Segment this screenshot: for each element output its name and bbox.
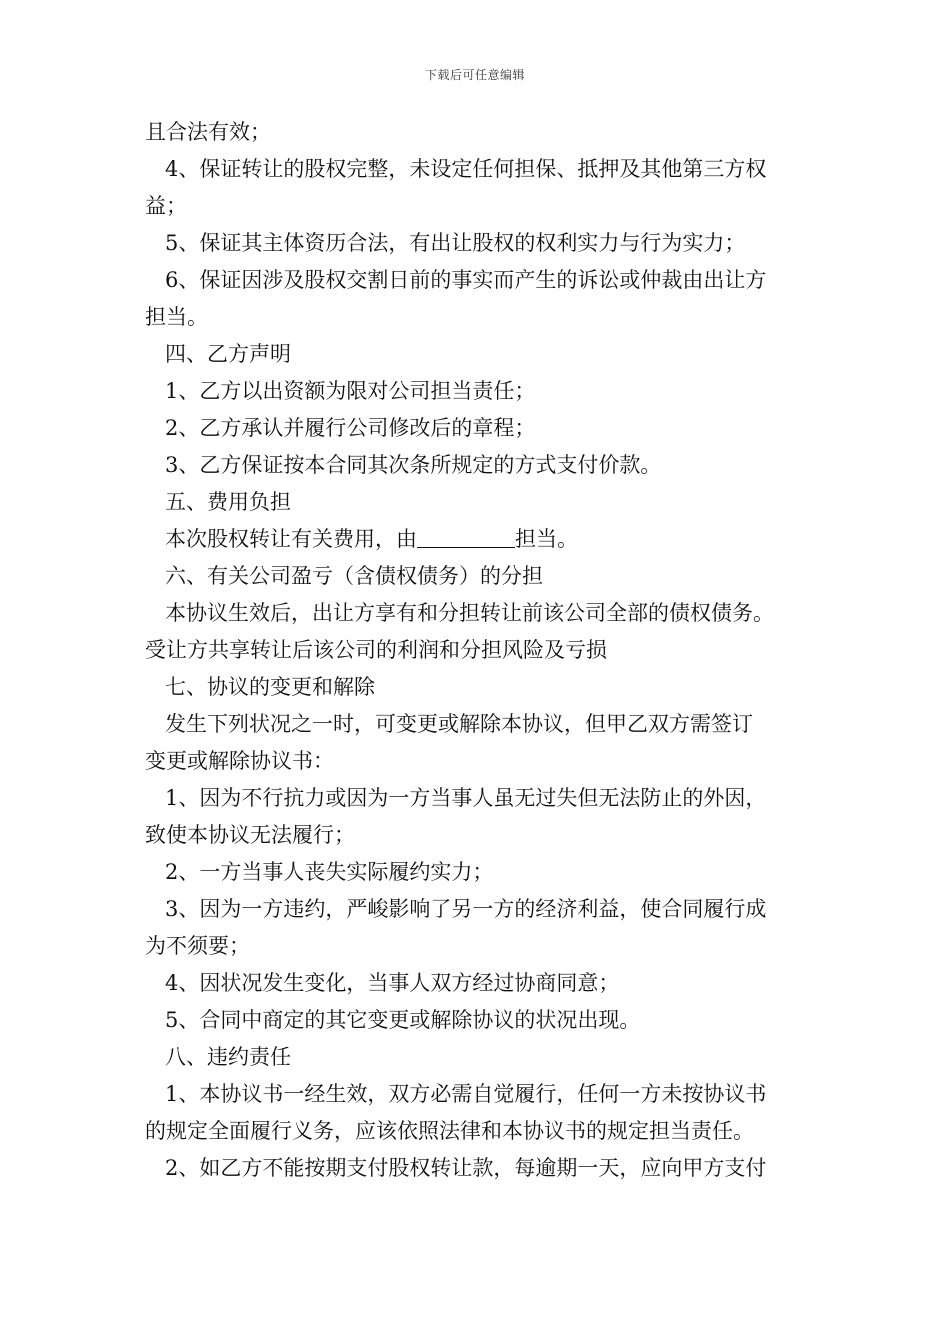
section-heading: 四、乙方声明 [165,342,291,366]
paragraph-line: 益； [145,194,187,218]
paragraph-line: 1、本协议书一经生效，双方必需自觉履行，任何一方未按协议书 [165,1082,767,1106]
paragraph-line: 3、因为一方违约，严峻影响了另一方的经济利益，使合同履行成 [165,897,767,921]
paragraph-line: 的规定全面履行义务，应该依照法律和本协议书的规定担当责任。 [145,1119,754,1143]
paragraph-line [145,521,835,558]
paragraph-line: 2、乙方承认并履行公司修改后的章程； [165,416,536,440]
paragraph-line: 3、乙方保证按本合同其次条所规定的方式支付价款。 [165,453,662,477]
document-body [145,114,835,1187]
section-heading: 八、违约责任 [165,1045,291,1069]
paragraph-line: 5、保证其主体资历合法，有出让股权的权利实力与行为实力； [165,231,746,255]
paragraph-line: 受让方共享转让后该公司的利润和分担风险及亏损 [145,638,607,662]
paragraph-line: 1、因为不行抗力或因为一方当事人虽无过失但无法防止的外因， [165,786,767,810]
paragraph-line: 发生下列状况之一时，可变更或解除本协议，但甲乙双方需签订 [165,712,753,736]
paragraph-line: 本协议生效后，出让方享有和分担转让前该公司全部的债权债务。 [165,601,774,625]
paragraph-line: 4、因状况发生变化，当事人双方经过协商同意； [165,971,620,995]
paragraph-line: 担当。 [145,305,208,329]
fee-clause-text: 本次股权转让有关费用，由 [165,527,417,551]
fee-clause-tail: 担当。 [515,527,578,551]
page-header: 下载后可任意编辑 [424,68,525,82]
paragraph-line: 1、乙方以出资额为限对公司担当责任； [165,379,536,403]
paragraph-line: 4、保证转让的股权完整，未设定任何担保、抵押及其他第三方权 [165,157,767,181]
paragraph-line: 2、一方当事人丧失实际履约实力； [165,860,494,884]
paragraph-line: 且合法有效； [145,120,271,144]
paragraph-line: 变更或解除协议书： [145,749,334,773]
fill-in-blank [417,525,515,548]
paragraph-line: 2、如乙方不能按期支付股权转让款，每逾期一天，应向甲方支付 [165,1156,767,1180]
paragraph-line: 致使本协议无法履行； [145,823,355,847]
paragraph-line: 5、合同中商定的其它变更或解除协议的状况出现。 [165,1008,641,1032]
section-heading: 七、协议的变更和解除 [165,675,375,699]
paragraph-line: 为不须要； [145,934,250,958]
paragraph-line: 6、保证因涉及股权交割日前的事实而产生的诉讼或仲裁由出让方 [165,268,767,292]
section-heading: 五、费用负担 [165,490,291,514]
section-heading: 六、有关公司盈亏（含债权债务）的分担 [165,564,543,588]
